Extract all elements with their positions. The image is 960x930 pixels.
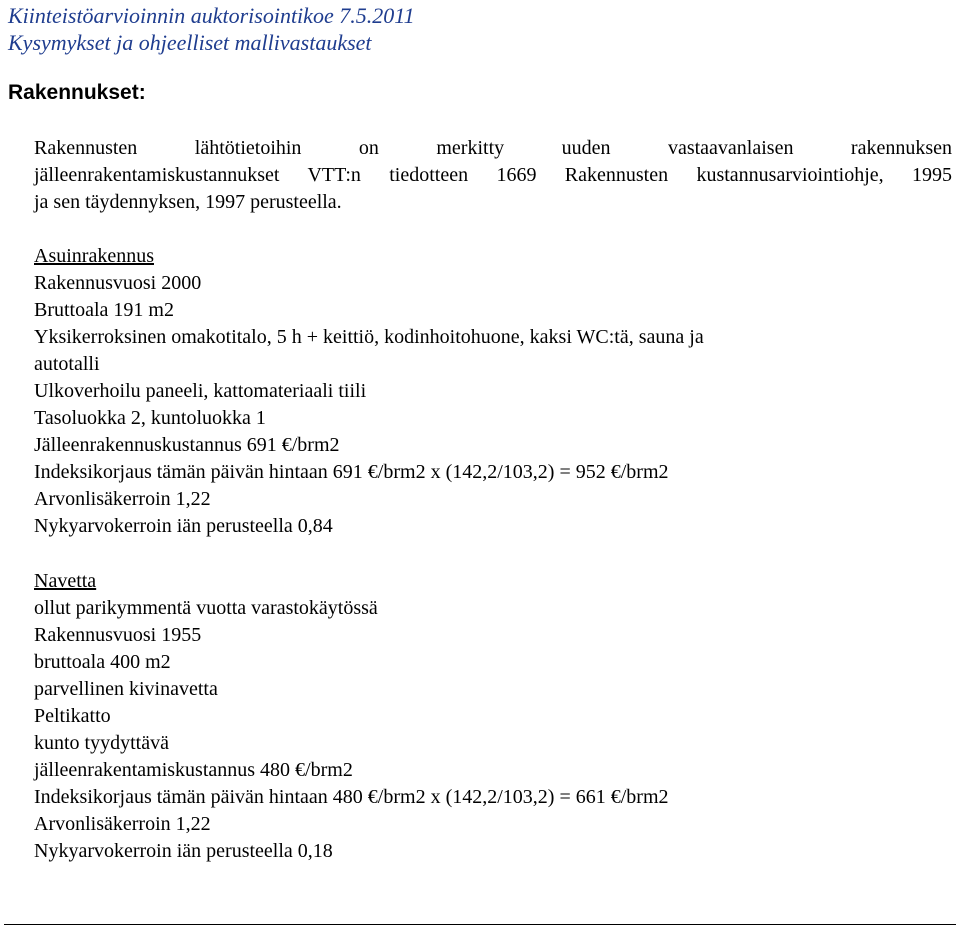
exam-subtitle: Kysymykset ja ohjeelliset mallivastaukset: [8, 30, 372, 55]
intro-line: jälleenrakentamiskustannukset VTT:n tiedotteen 1669 Rakennusten kustannusarviointiohje, 1995: [34, 164, 952, 186]
building-detail: Rakennusvuosi 1955: [34, 624, 202, 646]
exam-title: Kiinteistöarvioinnin auktorisointikoe 7.5.2011: [8, 3, 415, 28]
building-heading: Asuinrakennus: [34, 245, 154, 267]
intro-line: ja sen täydennyksen, 1997 perusteella.: [34, 191, 342, 213]
building-detail: ollut parikymmentä vuotta varastokäytössä: [34, 597, 378, 619]
building-detail: Peltikatto: [34, 705, 111, 727]
building-residential: [34, 243, 704, 540]
building-detail: Nykyarvokerroin iän perusteella 0,18: [34, 840, 333, 862]
page-header: [8, 2, 415, 56]
building-detail: Rakennusvuosi 2000: [34, 272, 202, 294]
building-detail: parvellinen kivinavetta: [34, 678, 218, 700]
building-detail: Ulkoverhoilu paneeli, kattomateriaali tiili: [34, 380, 367, 402]
building-detail: Arvonlisäkerroin 1,22: [34, 488, 211, 510]
building-detail: Bruttoala 191 m2: [34, 299, 174, 321]
building-barn: [34, 568, 669, 865]
page-bottom-rule: [4, 924, 956, 925]
building-detail: autotalli: [34, 353, 100, 375]
building-detail: kunto tyydyttävä: [34, 732, 169, 754]
intro-paragraph: [34, 135, 952, 216]
building-detail: Nykyarvokerroin iän perusteella 0,84: [34, 515, 333, 537]
building-heading: Navetta: [34, 570, 97, 592]
building-detail: Arvonlisäkerroin 1,22: [34, 813, 211, 835]
section-title: Rakennukset:: [8, 81, 146, 104]
building-detail: Yksikerroksinen omakotitalo, 5 h + keittiö, kodinhoitohuone, kaksi WC:tä, sauna ja: [34, 326, 704, 348]
building-detail: Tasoluokka 2, kuntoluokka 1: [34, 407, 266, 429]
intro-line: Rakennusten lähtötietoihin on merkitty uuden vastaavanlaisen rakennuksen: [34, 137, 952, 159]
building-detail: Indeksikorjaus tämän päivän hintaan 691 €/brm2 x (142,2/103,2) = 952 €/brm2: [34, 461, 669, 483]
building-detail: Indeksikorjaus tämän päivän hintaan 480 €/brm2 x (142,2/103,2) = 661 €/brm2: [34, 786, 669, 808]
building-detail: Jälleenrakennuskustannus 691 €/brm2: [34, 434, 340, 456]
building-detail: jälleenrakentamiskustannus 480 €/brm2: [34, 759, 353, 781]
building-detail: bruttoala 400 m2: [34, 651, 171, 673]
